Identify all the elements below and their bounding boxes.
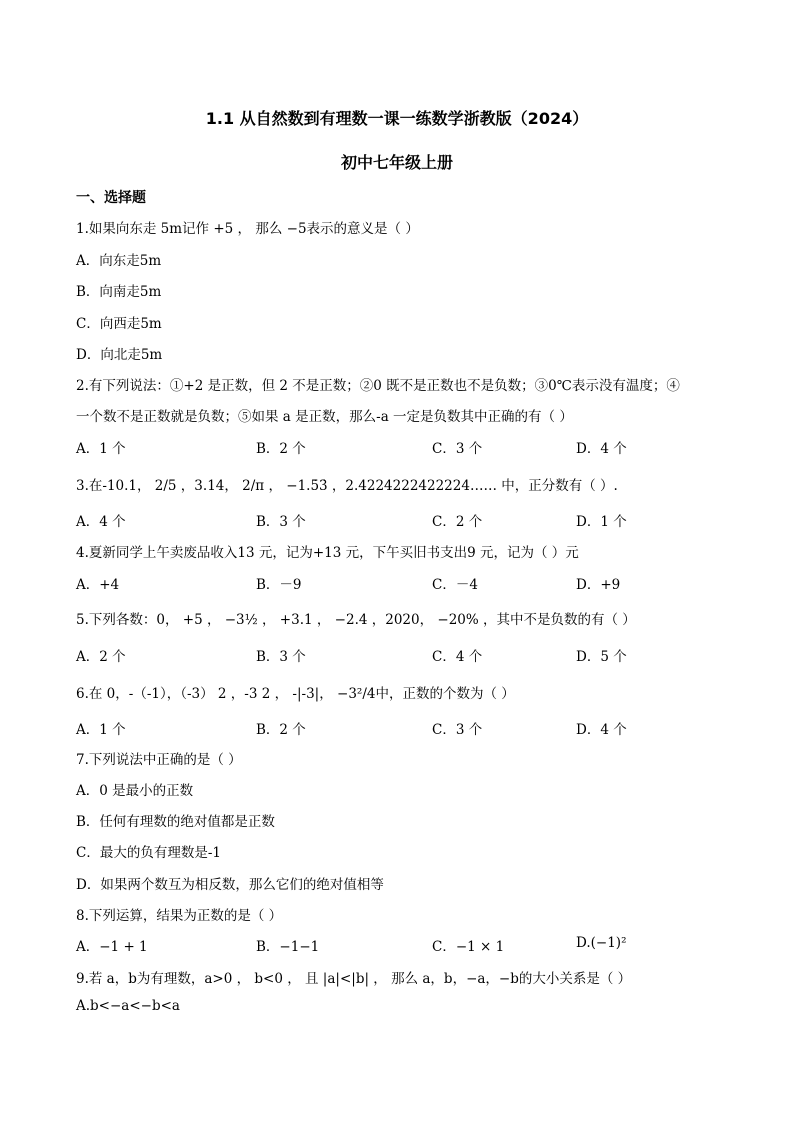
question-8-stem: 8.下列运算，结果为正数的是（ ） bbox=[76, 908, 283, 924]
question-1-option-d: D．向北走5m bbox=[76, 347, 163, 363]
question-1-option-b: B．向南走5m bbox=[76, 284, 162, 300]
question-3-option-b: B．3 个 bbox=[256, 514, 306, 530]
question-8-option-c: C．−1 × 1 bbox=[432, 939, 505, 955]
question-7-option-b: B．任何有理数的绝对值都是正数 bbox=[76, 814, 275, 830]
question-9-stem: 9.若 a，b为有理数，a>0 ， b<0 ， 且 |a|<|b| ， 那么 a，b，−a，−b的大小关系是（ ） bbox=[76, 971, 632, 987]
question-2-option-c: C．3 个 bbox=[432, 441, 483, 457]
question-2-stem-line-2: 一个数不是正数就是负数；⑤如果 a 是正数，那么-a 一定是负数其中正确的有（ ） bbox=[76, 409, 573, 425]
question-1-option-c: C．向西走5m bbox=[76, 316, 162, 332]
question-6-option-a: A．1 个 bbox=[76, 722, 126, 738]
question-6-option-b: B．2 个 bbox=[256, 722, 306, 738]
question-3-option-a: A．4 个 bbox=[76, 514, 126, 530]
question-4-option-b: B．－9 bbox=[256, 577, 302, 593]
question-5-option-c: C．4 个 bbox=[432, 649, 483, 665]
document-title: 1.1 从自然数到有理数一课一练数学浙教版（2024） bbox=[205, 109, 589, 128]
question-5-option-d: D．5 个 bbox=[576, 649, 627, 665]
question-3-option-d: D．1 个 bbox=[576, 514, 627, 530]
question-2-option-d: D．4 个 bbox=[576, 441, 627, 457]
question-5-option-b: B．3 个 bbox=[256, 649, 306, 665]
question-2-stem-line-1: 2.有下列说法：①+2 是正数，但 2 不是正数；②0 既不是正数也不是负数；③0℃表示没有温度；④ bbox=[76, 378, 680, 394]
question-8-option-d: D.(−1)² bbox=[576, 935, 627, 951]
question-2-option-b: B．2 个 bbox=[256, 441, 306, 457]
question-8-option-a: A．−1 + 1 bbox=[76, 939, 148, 955]
question-3-option-c: C．2 个 bbox=[432, 514, 483, 530]
question-4-option-c: C．－4 bbox=[432, 577, 478, 593]
question-3-stem: 3.在-10.1， 2/5 ，3.14， 2/π ， −1.5̇3̇ ，2.4224222422224…… 中，正分数有（ ）. bbox=[76, 478, 618, 494]
question-9-option-a: A.b<−a<−b<a bbox=[76, 998, 180, 1014]
question-7-option-c: C．最大的负有理数是-1 bbox=[76, 845, 221, 861]
question-6-option-c: C．3 个 bbox=[432, 722, 483, 738]
question-4-stem: 4.夏新同学上午卖废品收入13 元，记为+13 元，下午买旧书支出9 元，记为（ ）元 bbox=[76, 545, 579, 561]
question-5-stem: 5.下列各数：0， +5 ， −3½ ， +3.1 ， −2.4 ，2020， −20% ，其中不是负数的有（ ） bbox=[76, 612, 636, 628]
question-2-option-a: A．1 个 bbox=[76, 441, 126, 457]
question-6-option-d: D．4 个 bbox=[576, 722, 627, 738]
question-7-option-d: D．如果两个数互为相反数，那么它们的绝对值相等 bbox=[76, 877, 384, 893]
question-1-option-a: A．向东走5m bbox=[76, 253, 162, 269]
document-subtitle: 初中七年级上册 bbox=[340, 153, 453, 172]
question-7-stem: 7.下列说法中正确的是（ ） bbox=[76, 752, 242, 768]
question-1-stem: 1.如果向东走 5m记作 +5 ， 那么 −5表示的意义是（ ） bbox=[76, 221, 419, 237]
question-7-option-a: A．0 是最小的正数 bbox=[76, 783, 194, 799]
question-5-option-a: A．2 个 bbox=[76, 649, 126, 665]
section-heading: 一、选择题 bbox=[76, 190, 146, 206]
question-8-option-b: B．−1−1 bbox=[256, 939, 320, 955]
question-6-stem: 6.在 0，-（-1），（-3） 2 ，-3 2 ， -|-3|， −3²/4中，正数的个数为（ ） bbox=[76, 686, 515, 702]
question-4-option-d: D．+9 bbox=[576, 577, 621, 593]
question-4-option-a: A．+4 bbox=[76, 577, 120, 593]
